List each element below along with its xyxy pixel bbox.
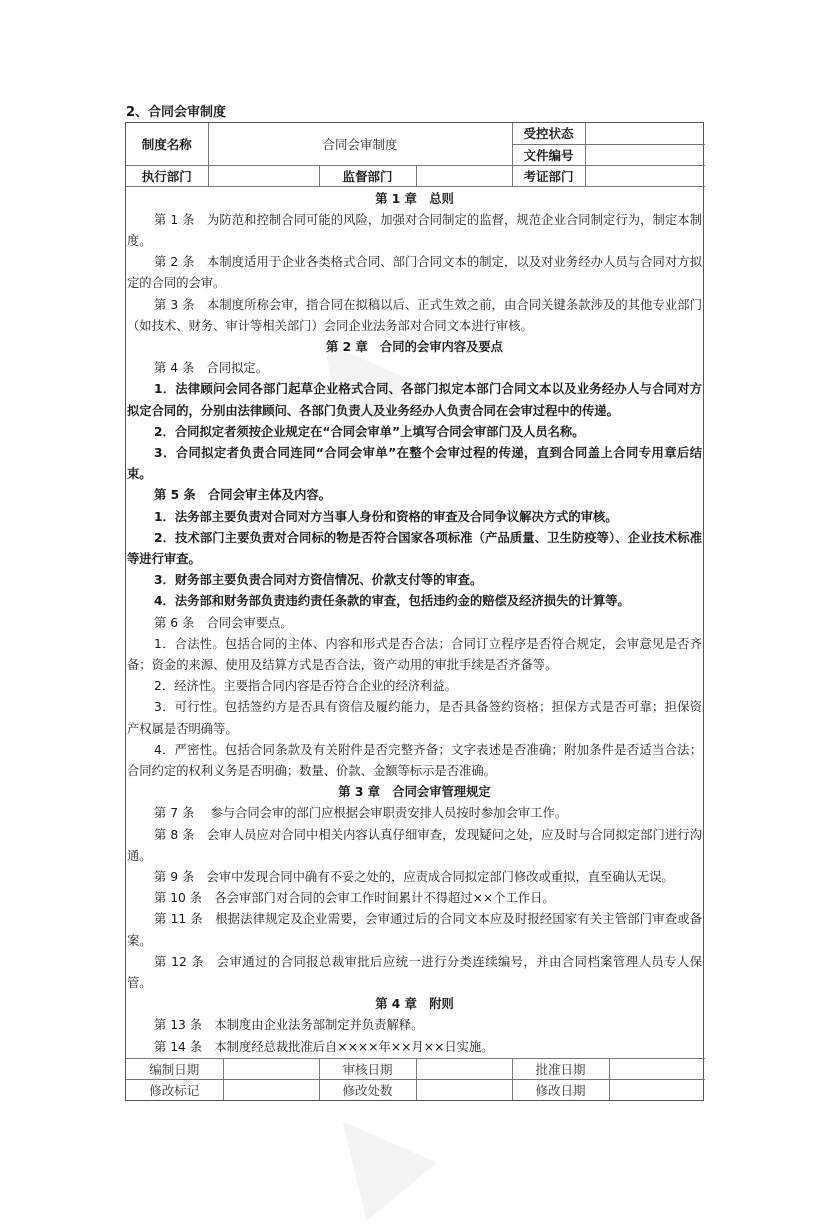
article-item: 4．法务部和财务部负责违约责任条款的审查，包括违约金的赔偿及经济损失的计算等。 <box>154 594 630 609</box>
article: 第 11 条 根据法律规定及企业需要，会审通过后的合同文本应及时报经国家有关主管部门审查或备案。 <box>127 912 702 948</box>
article-item: 3．合同拟定者负责合同连同“合同会审单”在整个会审过程的传递，直到合同盖上合同专用章后结束。 <box>127 445 702 482</box>
article-item: 1．法律顾问会同各部门起草企业格式合同、各部门拟定本部门合同文本以及业务经办人与合同对方拟定合同的，分别由法律顾问、各部门负责人及业务经办人负责合同在会审过程中的传递。 <box>127 382 702 418</box>
article: 第 12 条 会审通过的合同报总裁审批后应统一进行分类连续编号，并由合同档案管理人员专人保管。 <box>127 954 702 991</box>
policy-body <box>126 187 703 1058</box>
article: 第 7 条 参与合同会审的部门应根据会审职责安排人员按时参加会审工作。 <box>154 806 568 821</box>
article: 第 1 条 为防范和控制合同可能的风险，加强对合同制定的监督，规范企业合同制定行为，制定本制度。 <box>127 212 702 248</box>
policy-name-value: 合同会审制度 <box>208 123 512 165</box>
file-number-label: 文件编号 <box>512 144 585 165</box>
revision-mark-value[interactable] <box>223 1079 319 1100</box>
article: 第 14 条 本制度经总裁批准后自××××年××月××日实施。 <box>154 1039 494 1054</box>
article: 第 5 条 合同会审主体及内容。 <box>154 488 331 503</box>
supervise-dept-label: 监督部门 <box>319 165 416 186</box>
revision-date-label: 修改日期 <box>512 1079 609 1100</box>
article: 第 6 条 合同会审要点。 <box>154 615 293 630</box>
prepared-date-label: 编制日期 <box>126 1058 223 1079</box>
policy-form <box>125 122 704 1101</box>
control-status-label: 受控状态 <box>512 123 585 144</box>
article-item: 2．合同拟定者须按企业规定在“合同会审单”上填写合同会审部门及人员名称。 <box>154 424 585 439</box>
article-item: 4．严密性。包括合同条款及有关附件是否完整齐备；文字表述是否准确；附加条件是否适当合法；合同约定的权利义务是否明确；数量、价款、金额等标示是否准确。 <box>127 742 702 778</box>
file-number-value[interactable] <box>585 144 705 165</box>
revision-count-label: 修改处数 <box>319 1079 416 1100</box>
revision-count-value[interactable] <box>416 1079 512 1100</box>
revision-date-value[interactable] <box>609 1079 705 1100</box>
article: 第 13 条 本制度由企业法务部制定并负责解释。 <box>154 1018 424 1033</box>
article: 第 9 条 会审中发现合同中确有不妥之处的，应责成合同拟定部门修改或重拟，直至确认无误。 <box>154 870 674 884</box>
article: 第 8 条 会审人员应对合同中相关内容认真仔细审查，发现疑问之处，应及时与合同拟定部门进行沟通。 <box>127 827 702 863</box>
article-item: 3．可行性。包括签约方是否具有资信及履约能力，是否具备签约资格；担保方式是否可靠；担保资产权属是否明确等。 <box>127 700 702 736</box>
verify-dept-value[interactable] <box>585 165 705 186</box>
review-date-value[interactable] <box>416 1058 512 1079</box>
supervise-dept-value[interactable] <box>416 165 512 186</box>
verify-dept-label: 考证部门 <box>512 165 585 186</box>
approve-date-label: 批准日期 <box>512 1058 609 1079</box>
footer-table <box>126 1058 705 1101</box>
control-status-value[interactable] <box>585 123 705 144</box>
chapter-heading: 第 3 章 合同会审管理规定 <box>338 785 491 800</box>
article: 第 10 条 各会审部门对合同的会审工作时间累计不得超过××个工作日。 <box>154 891 555 906</box>
chapter-heading: 第 4 章 附则 <box>375 997 454 1012</box>
review-date-label: 审核日期 <box>319 1058 416 1079</box>
exec-dept-label: 执行部门 <box>126 165 208 186</box>
article: 第 2 条 本制度适用于企业各类格式合同、部门合同文本的制定，以及对业务经办人员与合同对方拟定的合同的会审。 <box>127 255 702 291</box>
revision-mark-label: 修改标记 <box>126 1079 223 1100</box>
article-item: 2．经济性。主要指合同内容是否符合企业的经济利益。 <box>154 679 457 694</box>
header-table <box>126 123 705 187</box>
article-item: 2．技术部门主要负责对合同标的物是否符合国家各项标准（产品质量、卫生防疫等）、企业技术标准等进行审查。 <box>127 530 702 566</box>
prepared-date-value[interactable] <box>223 1058 319 1079</box>
approve-date-value[interactable] <box>609 1058 705 1079</box>
article: 第 3 条 本制度所称会审，指合同在拟稿以后、正式生效之前，由合同关键条款涉及的其他专业部门（如技术、财务、审计等相关部门）会同企业法务部对合同文本进行审核。 <box>127 297 702 333</box>
chapter-heading: 第 2 章 合同的会审内容及要点 <box>326 339 503 354</box>
exec-dept-value[interactable] <box>208 165 319 186</box>
article-item: 1．合法性。包括合同的主体、内容和形式是否合法；合同订立程序是否符合规定，会审意见是否齐备；资金的来源、使用及结算方式是否合法，资产动用的审批手续是否齐备等。 <box>127 636 702 672</box>
policy-name-label: 制度名称 <box>126 123 208 165</box>
article-item: 3．财务部主要负责合同对方资信情况、价款支付等的审查。 <box>154 573 483 588</box>
chapter-heading: 第 1 章 总则 <box>375 191 454 206</box>
article: 第 4 条 合同拟定。 <box>154 361 269 376</box>
article-item: 1．法务部主要负责对合同对方当事人身份和资格的审查及合同争议解决方式的审核。 <box>154 509 618 524</box>
section-title: 2、合同会审制度 <box>126 105 227 120</box>
